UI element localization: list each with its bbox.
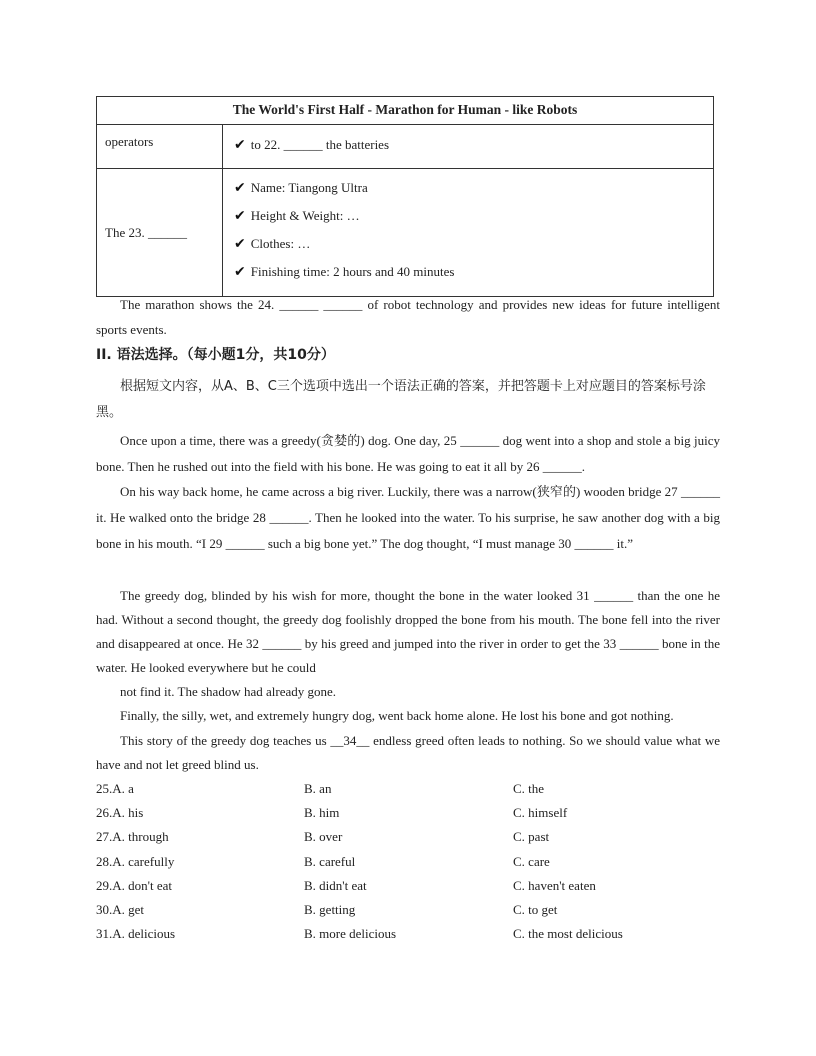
row-label-operators: operators <box>97 125 223 168</box>
list-item <box>234 235 713 263</box>
options-list <box>96 777 720 946</box>
option-row <box>96 874 720 898</box>
option-c: C. himself <box>513 805 568 821</box>
option-c: C. to get <box>513 901 558 917</box>
story-paragraph-4: not find it. The shadow had already gone. <box>120 684 337 699</box>
option-a: 25.A. a <box>96 781 134 796</box>
option-b: B. careful <box>304 853 356 869</box>
story-paragraph-6: This story of the greedy dog teaches us __34__ endless greed often leads to nothing. So we should value what we have and not let greed blind us. <box>96 733 720 772</box>
list-item <box>234 263 713 291</box>
checkmark-icon: ✔ <box>234 180 246 196</box>
option-c: C. past <box>513 829 550 845</box>
instruction-text: 根据短文内容，从A、B、C三个选项中选出一个语法正确的答案，并把答题卡上对应题目的答案标号涂黑。 <box>96 379 706 420</box>
list-item <box>234 136 713 164</box>
list-item <box>234 207 713 235</box>
option-a: 26.A. his <box>96 805 144 821</box>
checkmark-icon: ✔ <box>234 137 246 153</box>
option-row <box>96 801 720 825</box>
story-paragraph-1: Once upon a time, there was a greedy(贪婪的) dog. One day, 25 ______ dog went into a shop and stole a big juicy bone. Then he rushed out into the field with his bone. He was going to eat it all by 26 ______. <box>96 433 720 474</box>
story-paragraph-2: On his way back home, he came across a big river. Luckily, there was a narrow(狭窄的) wooden bridge 27 ______ it. He walked onto the bridge 28 ______. Then he looked into the water. To his surprise, he saw another dog with a big bone in his mouth. “I 29 ______ such a big bone yet.” The dog thought, “I must manage 30 ______ it.” <box>96 484 720 551</box>
item-text: Name: Tiangong Ultra <box>250 180 368 195</box>
option-row <box>96 922 720 946</box>
option-c: C. the most delicious <box>513 926 623 942</box>
table-row-operators <box>97 125 713 169</box>
row-content-operators <box>223 125 713 168</box>
item-text: Clothes: … <box>250 236 311 251</box>
option-a: 28.A. carefully <box>96 853 175 869</box>
checkmark-icon: ✔ <box>234 208 246 224</box>
story-paragraph-3: The greedy dog, blinded by his wish for more, thought the bone in the water looked 31 ______ than the one he had. Without a second thought, the greedy dog foolishly dropped the bone from his mouth. The bone fell into the river and disappeared at once. He 32 ______ by his greed and jumped into the river in order to get the 33 ______ bone in the water. He looked everywhere but he could <box>96 588 720 675</box>
summary-paragraph: The marathon shows the 24. ______ ______ of robot technology and provides new ideas for future intelligent sports events. <box>96 297 720 337</box>
row-content-robot <box>223 169 713 296</box>
option-b: B. didn't eat <box>304 877 367 893</box>
option-a: 31.A. delicious <box>96 926 176 942</box>
item-text: Finishing time: 2 hours and 40 minutes <box>250 264 455 279</box>
option-b: B. an <box>304 781 332 796</box>
option-b: B. getting <box>304 901 356 917</box>
list-item <box>234 179 713 207</box>
item-text: to 22. ______ the batteries <box>250 137 390 152</box>
section-heading: II. 语法选择。（每小题1分，共10分） <box>96 347 335 363</box>
option-b: B. more delicious <box>304 926 397 942</box>
option-row <box>96 825 720 849</box>
option-c: C. care <box>513 853 550 869</box>
item-text: Height & Weight: … <box>250 208 360 223</box>
checkmark-icon: ✔ <box>234 236 246 252</box>
option-row <box>96 777 720 801</box>
option-b: B. him <box>304 805 340 821</box>
info-table <box>96 96 714 297</box>
row-label-robot: The 23. ______ <box>97 169 223 296</box>
story-paragraph-5: Finally, the silly, wet, and extremely hungry dog, went back home alone. He lost his bone and got nothing. <box>120 708 674 723</box>
option-a: 29.A. don't eat <box>96 877 172 893</box>
option-row <box>96 850 720 874</box>
option-a: 30.A. get <box>96 901 145 917</box>
option-c: C. haven't eaten <box>513 877 596 893</box>
table-title: The World's First Half - Marathon for Human - like Robots <box>97 97 713 125</box>
checkmark-icon: ✔ <box>234 264 246 280</box>
option-c: C. the <box>513 781 545 796</box>
option-row <box>96 898 720 922</box>
table-row-robot <box>97 169 713 296</box>
option-b: B. over <box>304 829 343 845</box>
option-a: 27.A. through <box>96 829 169 845</box>
